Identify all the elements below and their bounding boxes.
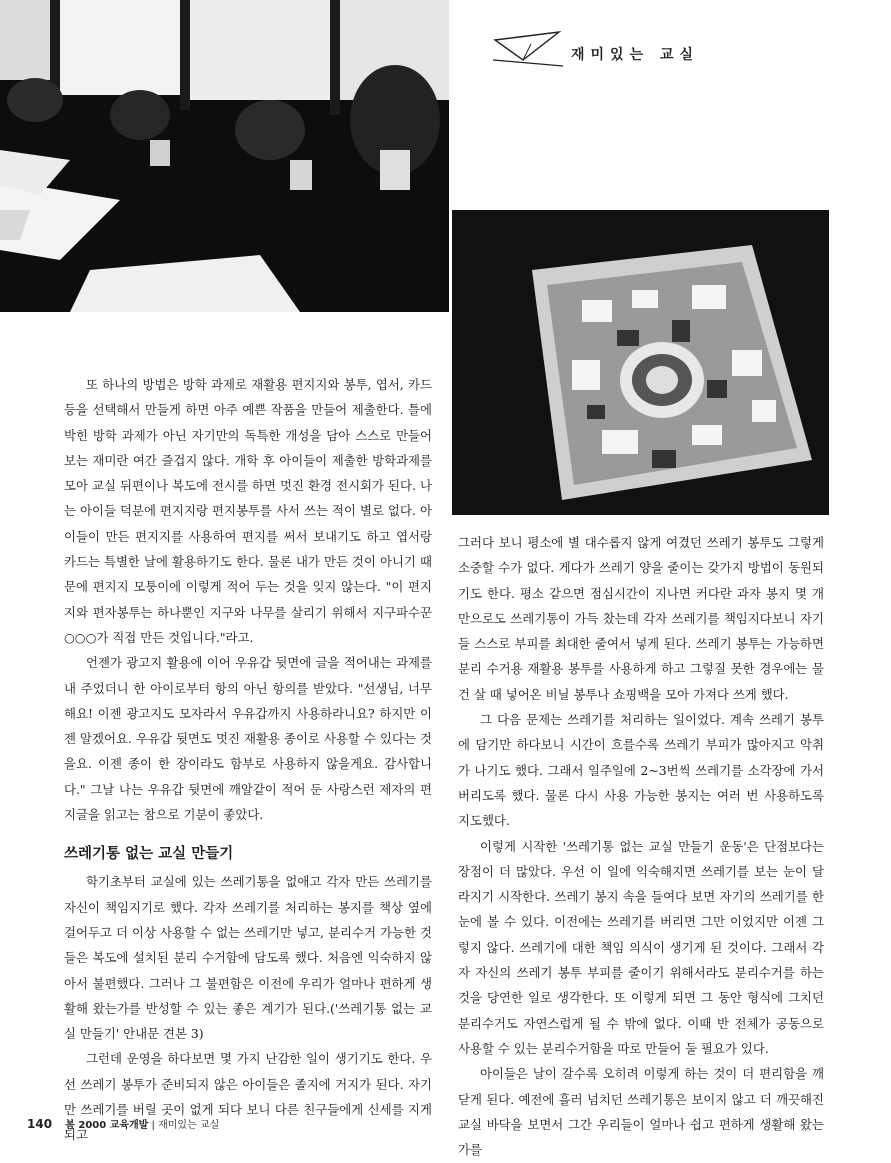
section-title: 재미있는 교실 [571,47,700,63]
section-header [493,30,793,80]
body-paragraph: 그 다음 문제는 쓰레기를 처리하는 일이었다. 계속 쓰레기 봉투에 담기만 하다보니 시간이 흐를수록 쓰레기 부피가 많아지고 악취가 나기도 했다. 그래서 일주일에 2~3번씩 쓰레기를 소각장에 가서 버리도록 했다. 물론 다시 사용 가능한 봉지는 여러 번 사용하도록 지도했다. [458,712,824,829]
body-paragraph: 그러다 보니 평소에 별 대수롭지 않게 여겼던 쓰레기 봉투도 그렇게 소중할 수가 없다. 게다가 쓰레기 양을 줄이는 갖가지 방법이 동원되기도 한다. 평소 같으면 점심시간이 지나면 커다란 과자 봉지 몇 개만으로도 쓰레기통이 가득 찼는데 각자 쓰레기를 책임지다보니 자기들 스스로 부피를 최대한 줄여서 넣게 된다. 쓰레기 봉투는 가능하면 분리 수거용 재활용 봉투를 사용하게 하고 그렇질 못한 경우에는 물건 살 때 넣어온 비닐 봉투나 쇼핑백을 모아 가져다 쓰게 했다. [458,535,824,702]
page-footer [27,1116,219,1131]
right-text-column [458,530,824,1162]
classroom-window-photo [0,0,449,312]
body-paragraph: 이렇게 시작한 '쓰레기통 없는 교실 만들기 운동'은 단점보다는 장점이 더 많았다. 우선 이 일에 익숙해지면 쓰레기를 보는 눈이 달라지기 시작한다. 쓰레기 봉지 속을 들여다 보면 자기의 쓰레기를 한눈에 볼 수 있다. 이전에는 쓰레기를 버리면 그만 이었지만 이젠 그렇지 않다. 쓰레기에 대한 책임 의식이 생기게 된 것이다. 그래서 각자 자신의 쓰레기 봉투 부피를 줄이기 위해서라도 분리수거를 하는 것을 당연한 일로 생각한다. 또 이렇게 되면 그 동안 형식에 그치던 분리수거도 자연스럽게 될 수 밖에 없다. 이때 반 전체가 공동으로 사용할 수 있는 분리수거함을 따로 만들어 둘 필요가 있다. [458,838,824,1056]
page-number: 140 [27,1117,53,1131]
classroom-window-photo-art [0,0,449,312]
paper-plane-icon [493,30,563,70]
body-paragraph: 또 하나의 방법은 방학 과제로 재활용 편지지와 봉투, 엽서, 카드 등을 선택해서 만들게 하면 아주 예쁜 작품을 만들어 제출한다. 틀에 박힌 방학 과제가 아닌 자기만의 독특한 개성을 담아 스스로 만들어 보는 재미란 여간 즐겁지 않다. 개학 후 아이들이 제출한 방학과제를 모아 교실 뒤편이나 복도에 전시를 하면 멋진 환경 전시회가 된다. 나는 아이들 덕분에 편지지랑 편지봉투를 사서 쓰는 적이 별로 없다. 아이들이 만든 편지지를 사용하여 편지를 써서 보내기도 하고 엽서랑 카드는 특별한 날에 활용하기도 한다. 물론 내가 만든 것이 아니기 때문에 편지지 모퉁이에 이렇게 적어 두는 것을 잊지 않는다. "이 편지지와 편자봉투는 하나뿐인 지구와 나무를 살리기 위해서 지구파수꾼 ○○○가 직접 만든 것입니다."라고. [64,377,432,645]
section-heading: 쓰레기통 없는 교실 만들기 [64,846,234,863]
body-paragraph: 그런데 운영을 하다보면 몇 가지 난감한 일이 생기기도 한다. 우선 쓰레기 봉투가 준비되지 않은 아이들은 졸지에 거지가 된다. 자기만 쓰레기를 버릴 곳이 없게 되다 보니 다른 친구들에게 신세를 지게 되고 [64,1051,432,1143]
body-paragraph: 언젠가 광고지 활용에 이어 우유갑 뒷면에 글을 적어내는 과제를 내 주었더니 한 아이로부터 항의 아닌 항의를 받았다. "선생님, 너무해요! 이젠 광고지도 모자라서 우유갑까지 사용하라니요? 하지만 이젠 알겠어요. 우유갑 뒷면도 멋진 재활용 종이로 사용할 수 있다는 것을요. 이젠 종이 한 장이라도 함부로 사용하지 않을게요. 감사합니다." 그날 나는 우유갑 뒷면에 깨알같이 적어 둔 사랑스런 제자의 편지글을 읽고는 참으로 기분이 좋았다. [64,655,432,823]
body-paragraph: 학기초부터 교실에 있는 쓰레기통을 없애고 각자 만든 쓰레기를 자신이 책임지기로 했다. 각자 쓰레기를 처리하는 봉지를 책상 옆에 걸어두고 더 이상 사용할 수 없는 쓰레기만 넣고, 분리수거 가능한 것들은 복도에 설치된 분리 수거함에 담도록 했다. 처음엔 익숙하지 않아서 불편했다. 그러나 그 불편함은 이전에 우리가 얼마나 편하게 생활해 왔는가를 반성할 수 있는 좋은 계기가 된다.('쓰레기통 없는 교실 만들기' 안내문 견본 3) [64,874,432,1042]
footer-separator: | [151,1120,155,1131]
collage-board-photo [452,210,829,515]
body-paragraph: 아이들은 날이 갈수록 오히려 이렇게 하는 것이 더 편리함을 깨닫게 된다. 예전에 흘러 넘치던 쓰레기통은 보이지 않고 더 깨끗해진 교실 바닥을 보면서 그간 우리들이 얼마나 쉽고 편하게 생활해 왔는가를 [458,1066,824,1158]
collage-board-photo-art [452,210,829,515]
footer-section: 재미있는 교실 [158,1120,220,1131]
publication-name: 봄 2000 교육개발 [65,1120,149,1131]
left-text-column [64,372,432,1148]
